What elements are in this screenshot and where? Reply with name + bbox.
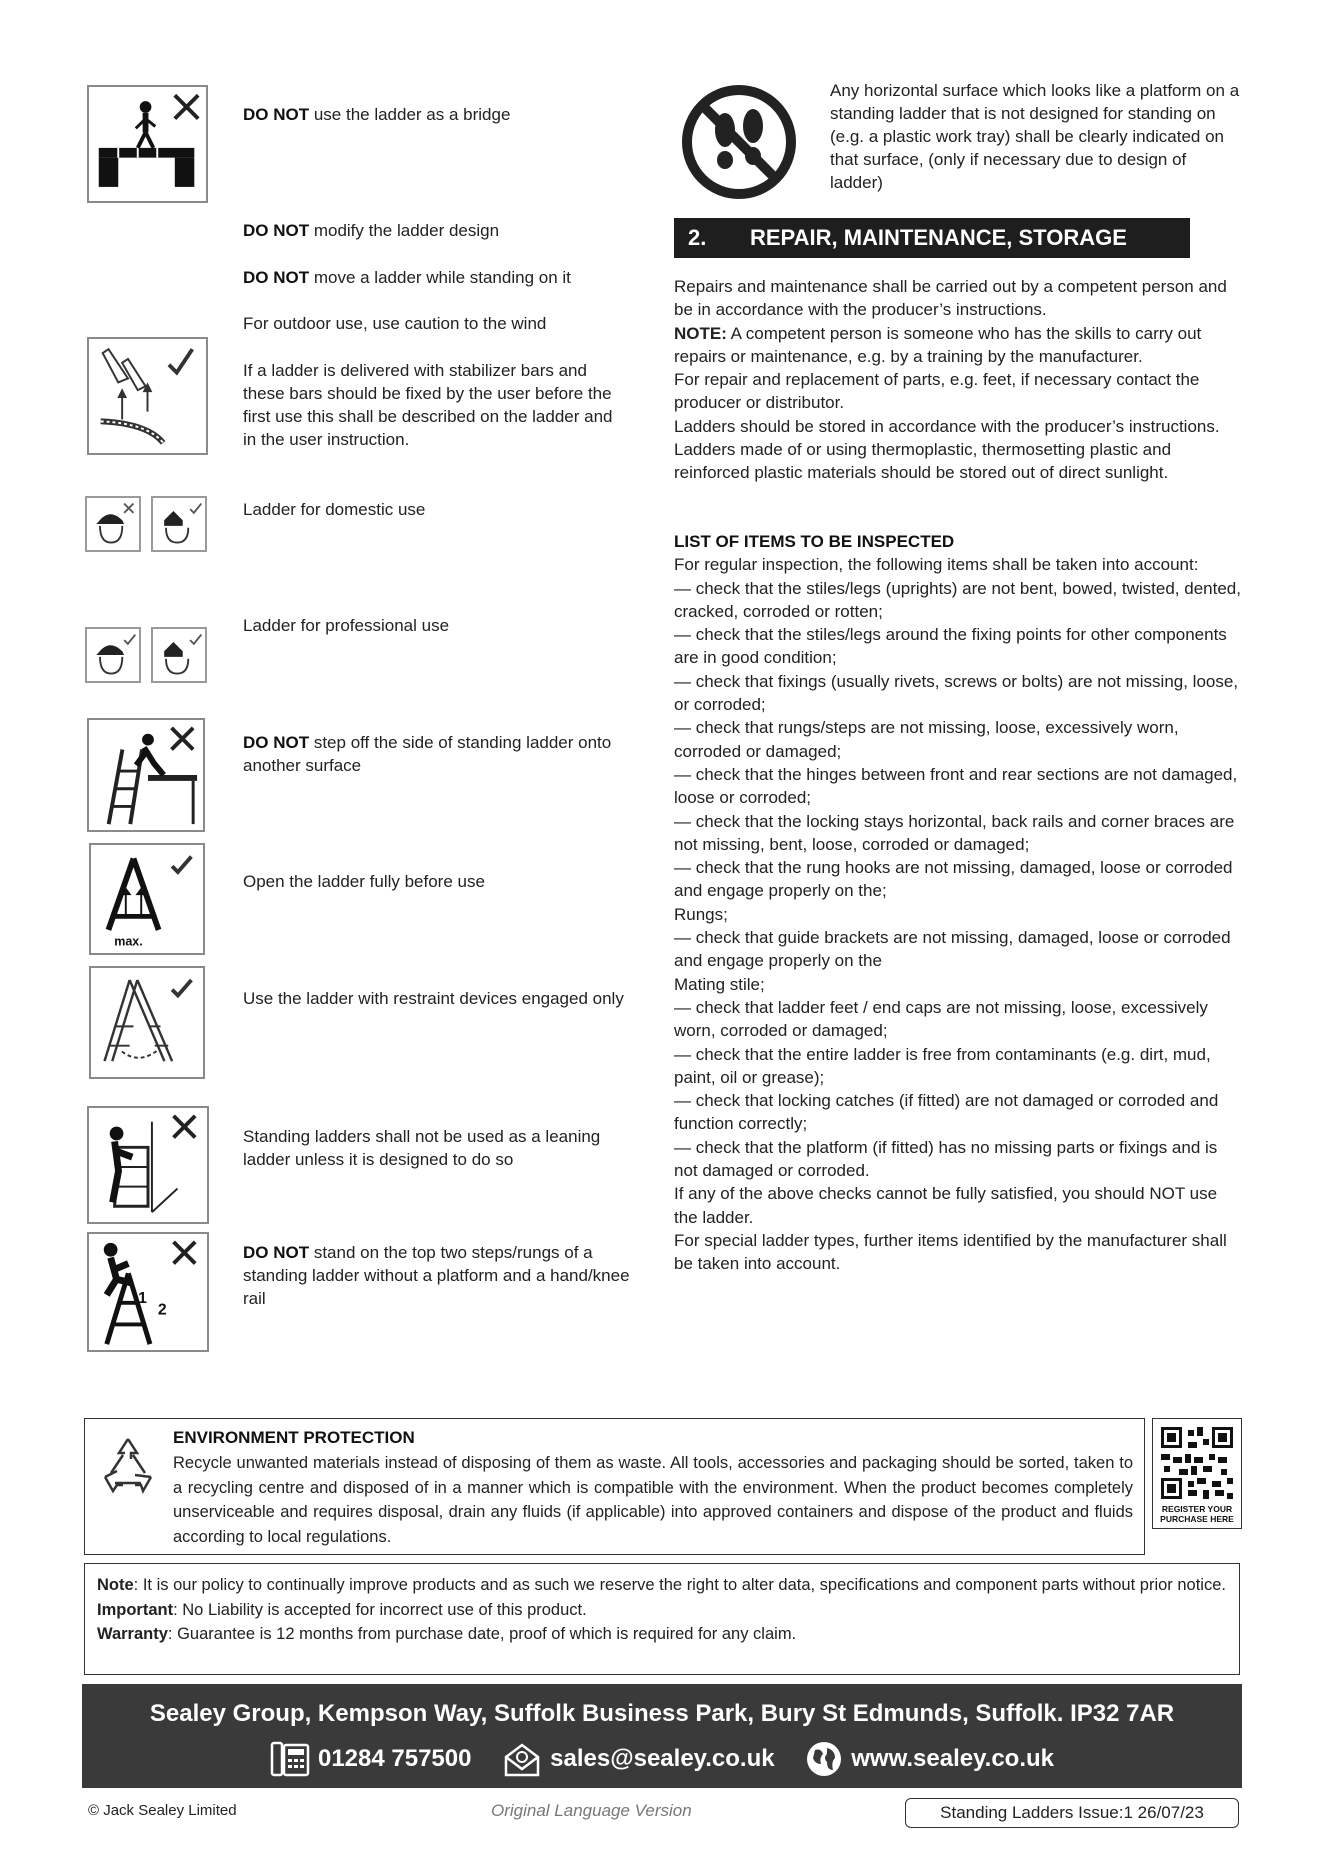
repair-maintenance-text	[674, 275, 1244, 485]
house-allowed-icon	[151, 496, 207, 552]
inspection-line: — check that the platform (if fitted) has no missing parts or fixings and is not damaged or corroded.	[674, 1137, 1218, 1181]
restraint-devices-icon	[89, 966, 205, 1079]
contact-row	[82, 1740, 1242, 1778]
inspection-line: — check that ladder feet / end caps are not missing, loose, excessively worn, corroded or damaged;	[674, 997, 1208, 1041]
svg-text:2: 2	[157, 1301, 167, 1319]
section-number: 2.	[688, 225, 707, 250]
website-url: www.sealey.co.uk	[851, 1745, 1055, 1772]
svg-text:1: 1	[138, 1289, 147, 1307]
instruction-move: DO NOT move a ladder while standing on it	[243, 268, 571, 287]
email-address: sales@sealey.co.uk	[550, 1745, 775, 1772]
top-two-steps-prohibited-icon	[87, 1232, 209, 1352]
step-off-side-prohibited-icon	[87, 718, 205, 832]
inspection-line: For special ladder types, further items identified by the manufacturer shall be taken into account.	[674, 1230, 1227, 1274]
instruction-no-leaning: Standing ladders shall not be used as a leaning ladder unless it is designed to do so	[243, 1127, 601, 1169]
no-standing-surface-icon	[679, 82, 799, 202]
house-allowed-icon	[151, 627, 207, 683]
inspection-line: Rungs;	[674, 904, 728, 924]
inspection-line: — check that the hinges between front and rear sections are not damaged, loose or corroded;	[674, 764, 1238, 808]
legal-notes-box	[84, 1563, 1240, 1675]
qr-register-box[interactable]	[1152, 1418, 1242, 1529]
instruction-step-off: DO NOT step off the side of standing ladder onto another surface	[243, 733, 612, 775]
repair-paragraph: Ladders made of or using thermoplastic, thermosetting plastic and reinforced plastic materials should be stored out of direct sunlight.	[674, 440, 1172, 483]
inspection-list	[674, 530, 1244, 1276]
instruction-restraint: Use the ladder with restraint devices engaged only	[243, 989, 624, 1008]
helmet-prohibited-icon	[85, 496, 141, 552]
inspection-line: — check that rungs/steps are not missing, loose, excessively worn, corroded or damaged;	[674, 718, 1179, 761]
repair-paragraph: Repairs and maintenance shall be carried out by a competent person and be in accordance with the producer’s instructions.	[674, 277, 1227, 320]
ladder-bridge-prohibited-icon	[87, 85, 208, 203]
stabilizer-bars-icon	[87, 337, 208, 455]
instruction-wind: For outdoor use, use caution to the wind	[243, 314, 547, 333]
instruction-modify: DO NOT modify the ladder design	[243, 221, 500, 240]
label-domestic-use: Ladder for domestic use	[243, 500, 426, 519]
instruction-open-fully: Open the ladder fully before use	[243, 872, 485, 891]
svg-text:max.: max.	[114, 934, 143, 949]
inspection-line: — check that fixings (usually rivets, screws or bolts) are not missing, loose, or corroded;	[674, 671, 1239, 715]
qr-caption: REGISTER YOUR PURCHASE HERE	[1160, 1504, 1234, 1524]
recycle-icon	[97, 1433, 159, 1495]
phone-contact[interactable]	[270, 1741, 472, 1777]
inspection-line: For regular inspection, the following items shall be taken into account:	[674, 555, 1199, 575]
instruction-bridge: DO NOT use the ladder as a bridge	[243, 105, 511, 124]
inspection-line: — check that the rung hooks are not missing, damaged, loose or corroded and engage properly on the;	[674, 858, 1233, 901]
instruction-top-two-steps: DO NOT stand on the top two steps/rungs of a standing ladder without a platform and a hand/knee rail	[243, 1243, 630, 1308]
repair-paragraph: Ladders should be stored in accordance with the producer’s instructions.	[674, 416, 1220, 436]
company-footer	[82, 1684, 1242, 1788]
email-contact[interactable]	[502, 1741, 774, 1777]
copyright-text: © Jack Sealey Limited	[88, 1802, 237, 1819]
qr-code-icon	[1161, 1427, 1233, 1499]
inspection-line: — check that the entire ladder is free from contaminants (e.g. dirt, mud, paint, oil or grease);	[674, 1044, 1211, 1087]
label-professional-use: Ladder for professional use	[243, 616, 450, 635]
language-version: Original Language Version	[491, 1801, 692, 1820]
warranty-line: Warranty: Guarantee is 12 months from purchase date, proof of which is required for any claim.	[97, 1625, 797, 1643]
phone-number: 01284 757500	[317, 1745, 472, 1772]
environment-heading: ENVIRONMENT PROTECTION	[173, 1428, 415, 1447]
phone-icon	[270, 1741, 310, 1777]
helmet-allowed-icon	[85, 627, 141, 683]
repair-paragraph: NOTE: A competent person is someone who has the skills to carry out repairs or maintenance, e.g. by a training by the manufacturer.	[674, 323, 1202, 366]
instruction-stabilizer: If a ladder is delivered with stabilizer bars and these bars should be fixed by the user before the first use this shall be described on the ladder and in the user instruction.	[243, 361, 613, 449]
inspection-heading: LIST OF ITEMS TO BE INSPECTED	[674, 532, 955, 551]
platform-note: Any horizontal surface which looks like a platform on a standing ladder that is not designed for standing on (e.g. a plastic work tray) shall be clearly indicated on that surface, (only if necessary due to design of ladder)	[830, 81, 1240, 192]
inspection-line: — check that the stiles/legs around the fixing points for other components are in good condition;	[674, 625, 1227, 668]
inspection-line: If any of the above checks cannot be fully satisfied, you should NOT use the ladder.	[674, 1184, 1218, 1227]
inspection-line: — check that the stiles/legs (uprights) are not bent, bowed, twisted, dented, cracked, corroded or rotten;	[674, 578, 1241, 621]
important-line: Important: No Liability is accepted for incorrect use of this product.	[97, 1600, 587, 1619]
globe-icon	[805, 1740, 843, 1778]
website-contact[interactable]	[805, 1740, 1054, 1778]
email-icon	[502, 1741, 542, 1777]
inspection-line: — check that guide brackets are not missing, damaged, loose or corroded and engage properly on the	[674, 928, 1231, 971]
company-address: Sealey Group, Kempson Way, Suffolk Business Park, Bury St Edmunds, Suffolk. IP32 7AR	[149, 1700, 1175, 1727]
inspection-line: — check that locking catches (if fitted) are not damaged or corroded and function correctly;	[674, 1091, 1219, 1134]
inspection-line: — check that the locking stays horizontal, back rails and corner braces are not missing, bent, loose, corroded or damaged;	[674, 811, 1235, 854]
no-leaning-use-icon	[87, 1106, 209, 1224]
section-heading-repair	[674, 218, 1190, 258]
issue-label: Standing Ladders Issue:1 26/07/23	[905, 1798, 1239, 1828]
environment-text: Recycle unwanted materials instead of disposing of them as waste. All tools, accessories and packaging should be sorted, taken to a recycling centre and disposed of in a manner which is compatible with the environment. When the product becomes completely unserviceable and requires disposal, drain any fluids (if applicable) into approved containers and dispose of the product and fluids according to local regulations.	[173, 1454, 1133, 1546]
environment-protection-box	[84, 1418, 1145, 1555]
note-line: Note: It is our policy to continually improve products and as such we reserve the right to alter data, specifications and component parts without prior notice.	[97, 1576, 1226, 1594]
section-title: REPAIR, MAINTENANCE, STORAGE	[750, 225, 1127, 250]
open-ladder-fully-icon	[89, 843, 205, 955]
repair-paragraph: For repair and replacement of parts, e.g. feet, if necessary contact the producer or distributor.	[674, 370, 1200, 413]
inspection-line: Mating stile;	[674, 974, 765, 994]
